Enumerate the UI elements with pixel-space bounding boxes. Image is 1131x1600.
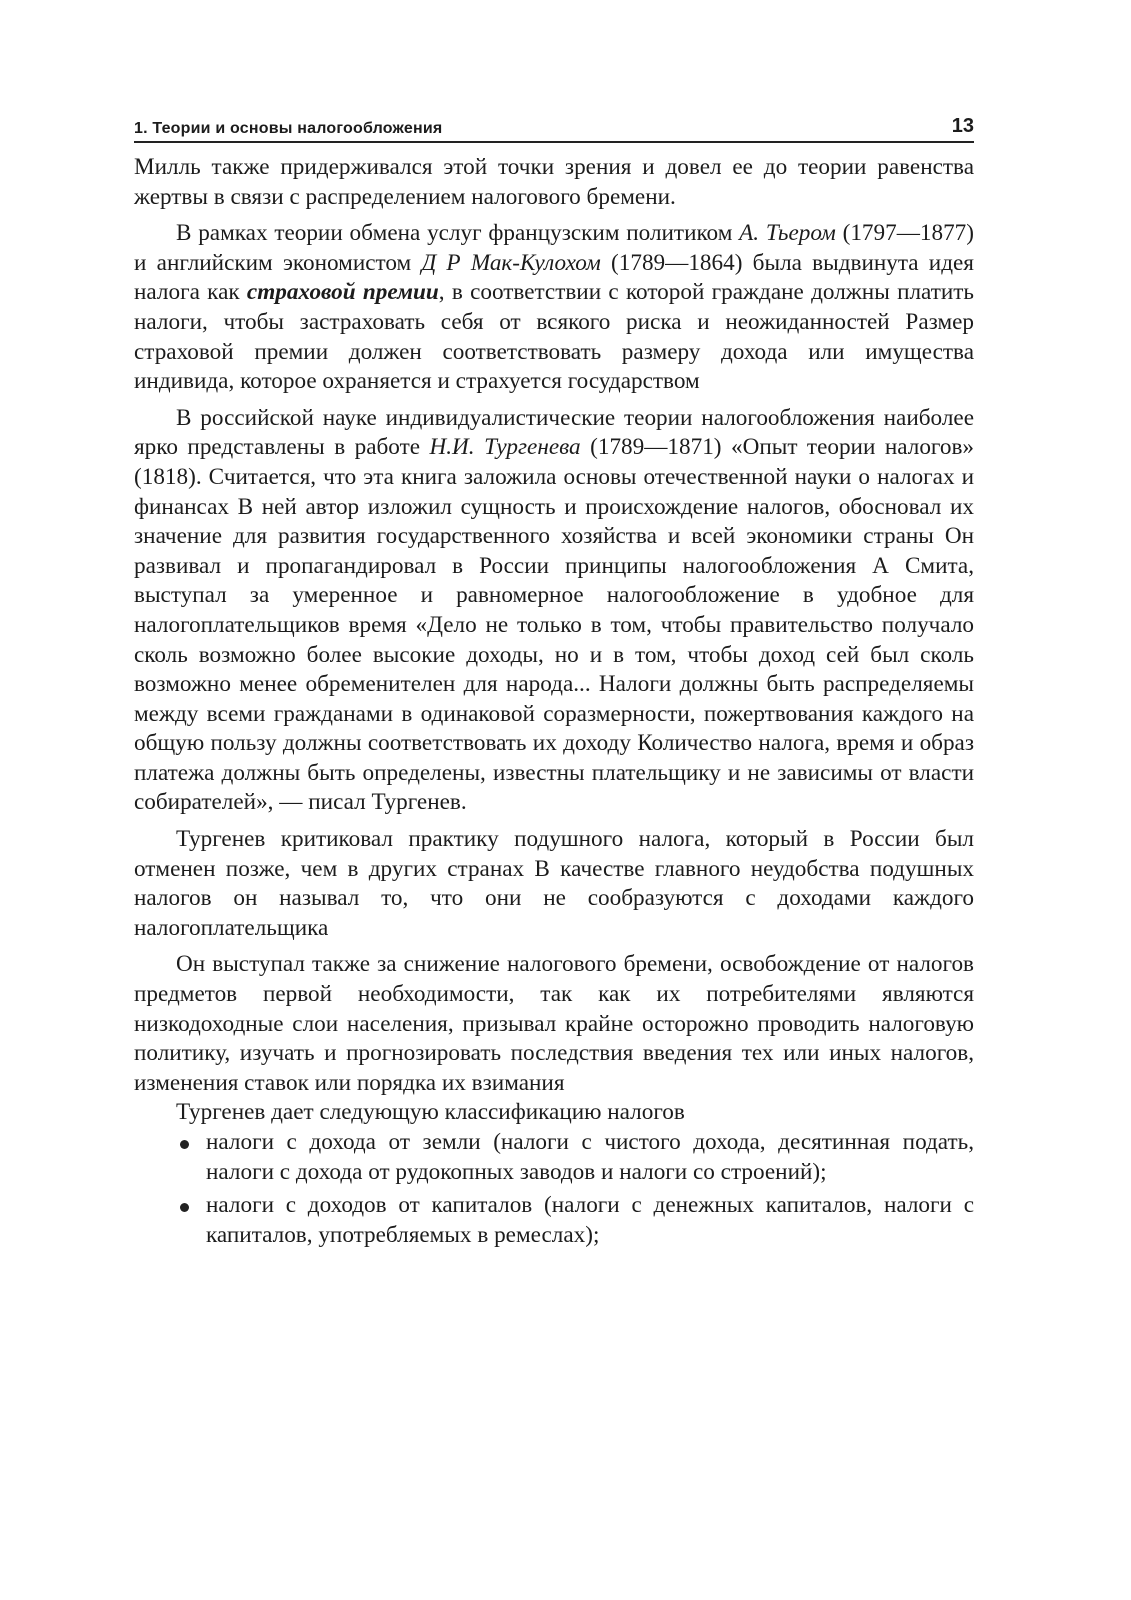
book-page (134, 112, 974, 1250)
paragraph-3 (134, 404, 974, 818)
page-number: 13 (951, 115, 974, 137)
paragraph-5: Он выступал также за снижение налогового бремени, освобождение от налогов предметов первой необходимости, так как их потребителями являются низкодоходные слои населения, призывал крайне осторожно проводить налоговую политику, изучать и прогнозировать последствия введения тех или иных налогов, изменения ставок или порядка их взимания (134, 951, 974, 1096)
paragraph-3-text-b: (1789—1871) «Опыт теории налогов» (1818). Считается, что эта книга заложила основы отечественной науки о налогах и финансах В ней автор изложил сущность и происхождение налогов, обосновал их значение для развития государственного хозяйства и всей экономики страны Он развивал и пропагандировал в России принципы налогообложения А Смита, выступал за умеренное и равномерное налогообложение в удобное для налогоплательщиков время «Дело не только в том, чтобы правительство получало сколь возможно более высокие доходы, но и в том, чтобы доход сей был сколь возможно менее обременителен для народа... Налоги должны быть распределяемы между всеми гражданами в одинаковой соразмерности, пожертвования каждого на общую пользу должны соответствовать их доходу Количество налога, время и образ платежа должны быть определены, известны плательщику и не зависимы от власти собирателей», — писал Тургенев. (134, 434, 974, 816)
list-item-text: налоги с доходов от капиталов (налоги с денежных капиталов, налоги с капиталов, употребляемых в ремеслах); (206, 1192, 974, 1248)
paragraph-2-text-d: , в соответствии с которой граждане должны платить налоги, чтобы застраховать себя от всякого риска и неожиданностей Размер страховой премии должен соответствовать размеру дохода или имущества индивида, которое охраняется и страхуется государством (134, 279, 974, 395)
running-head: 1. Теории и основы налогообложения (134, 120, 443, 137)
list-item (134, 1128, 974, 1187)
paragraph-4: Тургенев критиковал практику подушного налога, который в России был отменен позже, чем в других странах В качестве главного неудобства подушных налогов он называл то, что они не сообразуются с доходами каждого налогоплательщика (134, 826, 974, 941)
term-insurance-premium: страховой премии (246, 279, 439, 306)
paragraph-6: Тургенев дает следующую классификацию налогов (176, 1099, 685, 1126)
paragraph-1: Милль также придерживался этой точки зрения и довел ее до теории равенства жертвы в связи с распределением налогового бремени. (134, 154, 974, 210)
list-item-text: налоги с дохода от земли (налоги с чистого дохода, десятинная подать, налоги с дохода от рудокопных заводов и налоги со строений); (206, 1129, 974, 1185)
paragraph-2-text-b: (1797—1877) и английским экономистом (134, 220, 974, 276)
paragraph-2-text-c: (1789—1864) была выдвинута идея налога как (134, 249, 974, 306)
list-item (134, 1191, 974, 1250)
tax-classification-list (134, 1128, 974, 1250)
author-name-tier: А. Тьером (739, 220, 836, 247)
author-name-turgenev: Н.И. Тургенева (429, 434, 581, 461)
paragraph-3-text-a: В российской науке индивидуалистические теории налогообложения наиболее ярко представлены в работе (134, 404, 974, 461)
page-body (134, 153, 974, 1250)
page-header (134, 112, 974, 143)
paragraph-2-text-a: В рамках теории обмена услуг французским политиком (176, 220, 740, 247)
author-name-mcculloch: Д Р Мак-Кулохом (421, 249, 601, 276)
paragraph-2 (134, 219, 974, 397)
